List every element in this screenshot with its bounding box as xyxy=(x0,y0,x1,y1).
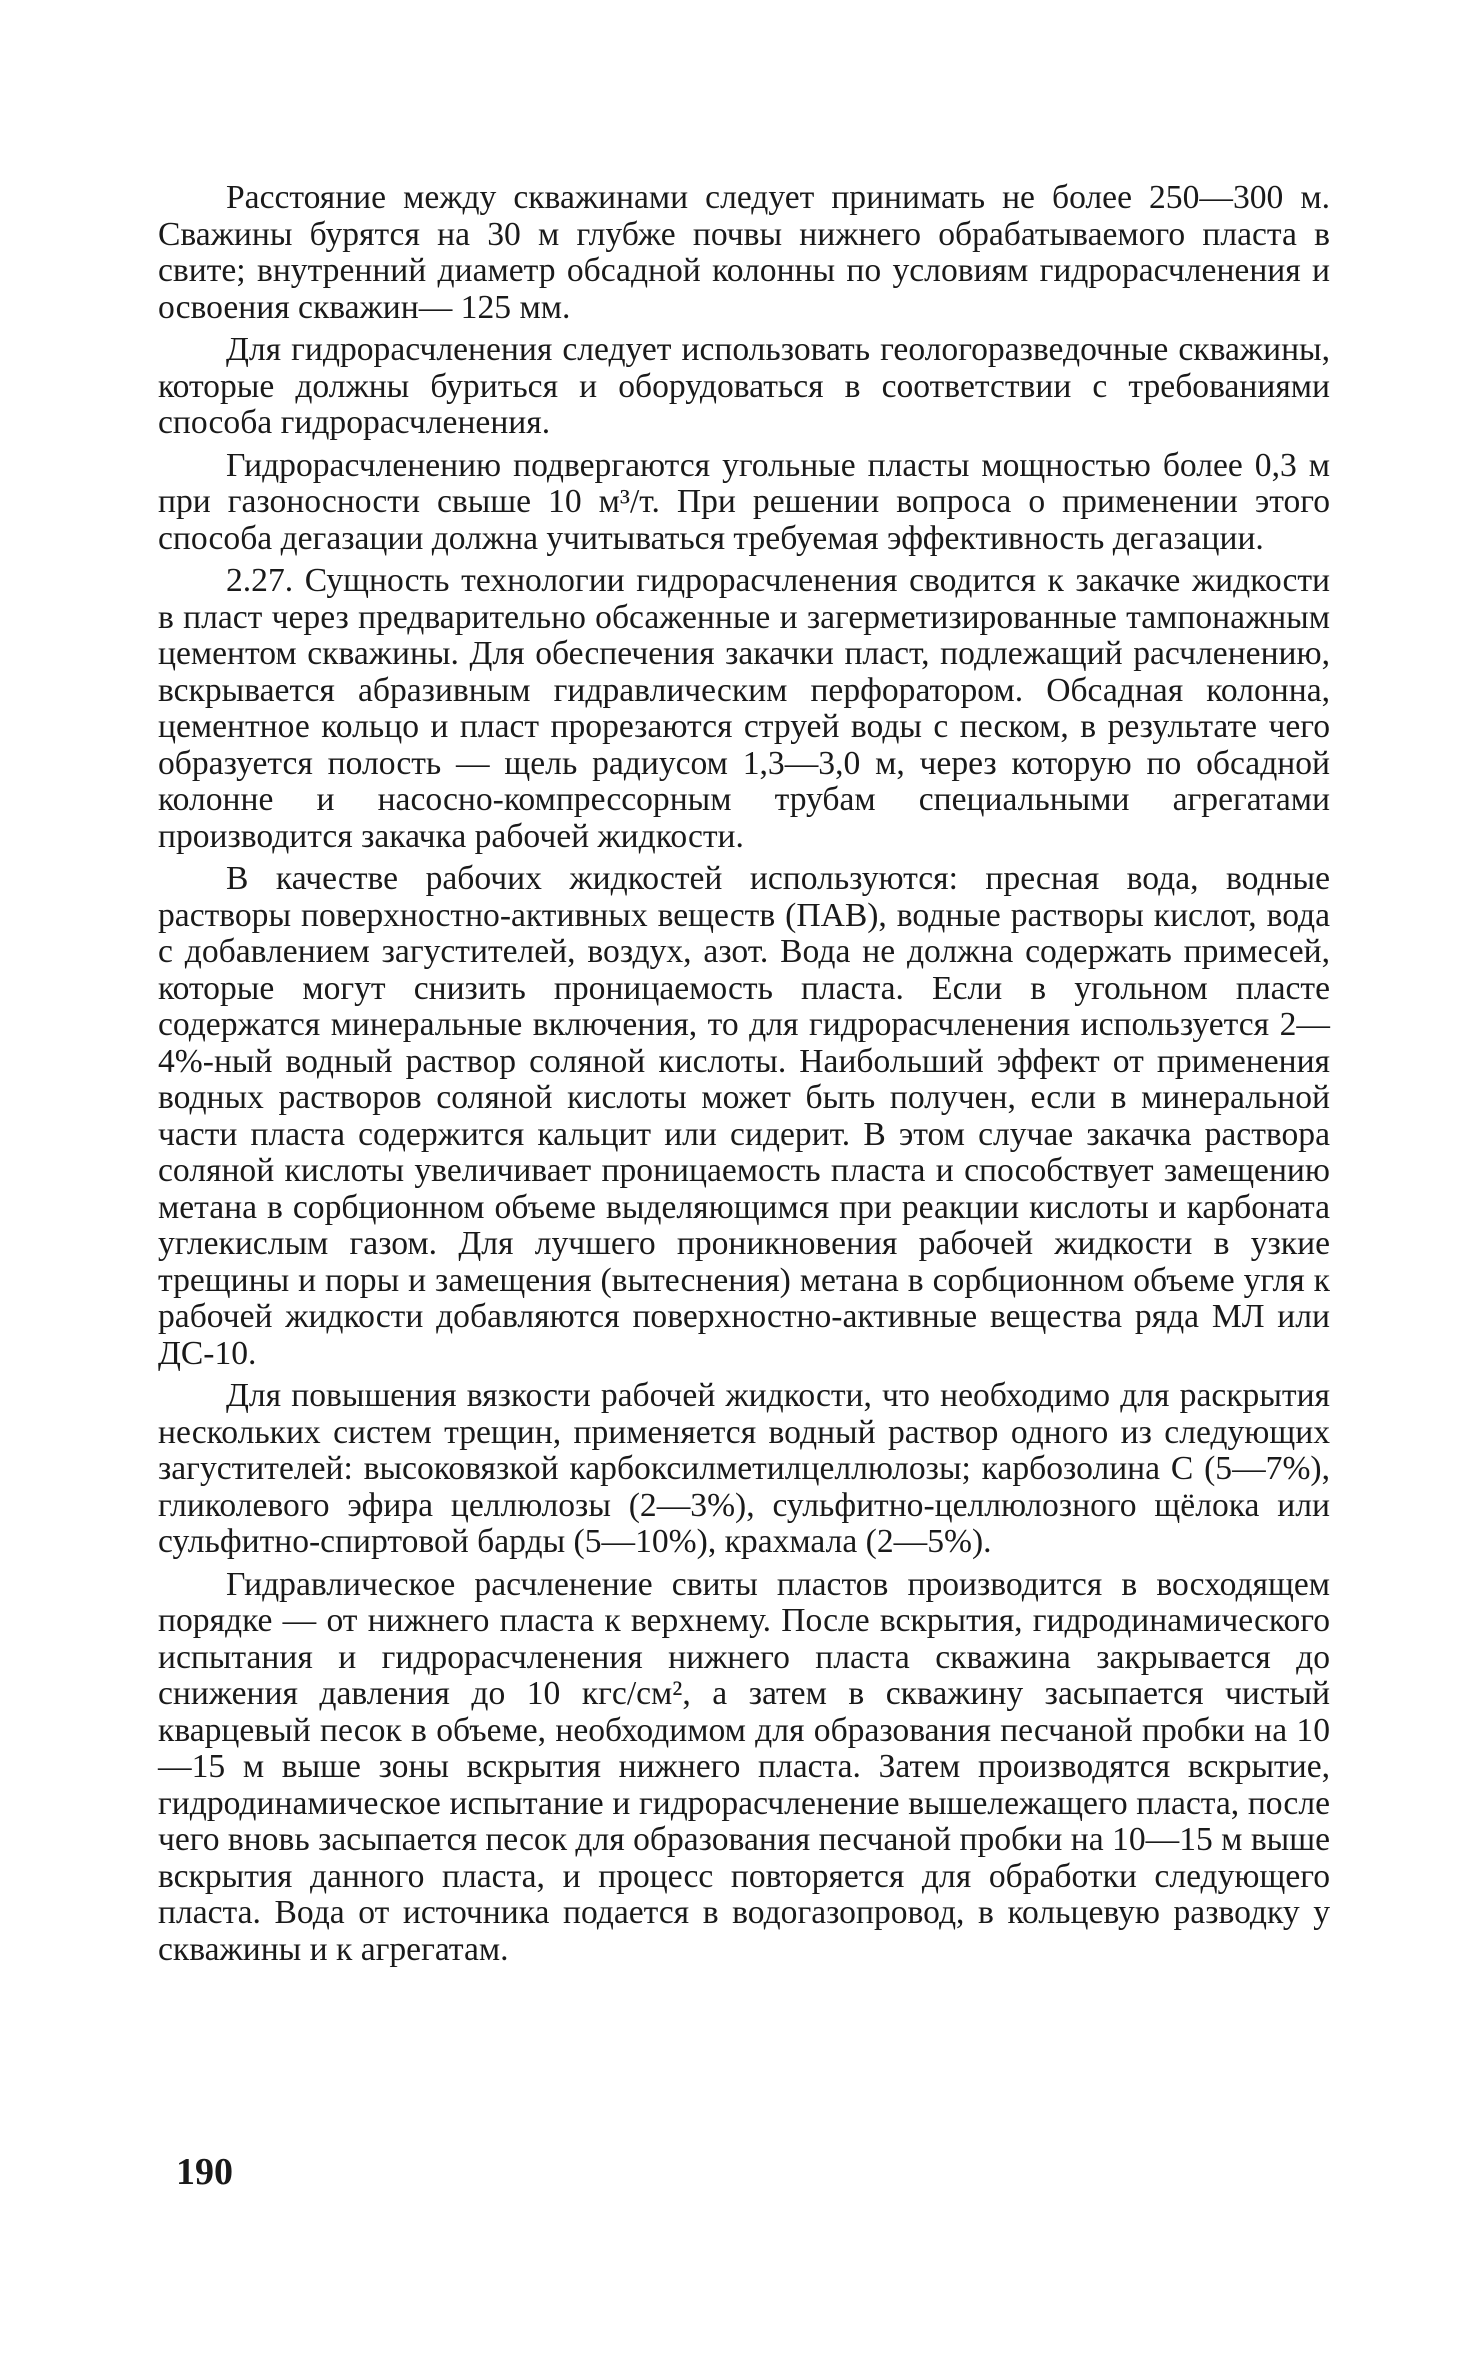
paragraph-viscosity-thickeners: Для повышения вязкости рабочей жидкости, что необходимо для раскрытия нескольких систем трещин, применяется водный раствор одного из следующих загустителей: высоковязкой карбоксилметилцеллюлозы; карбозолина С (5—7%), гликолевого эфира целлюлозы (2—3%), сульфитно-целлюлозного щёлока или сульфитно-спиртовой барды (5—10%), крахмала (2—5%). xyxy=(158,1377,1330,1560)
paragraph-seam-criteria: Гидрорасчленению подвергаются угольные пласты мощностью более 0,3 м при газоносности свыше 10 м³/т. При решении вопроса о применении этого способа дегазации должна учитываться требуемая эффективность дегазации. xyxy=(158,446,1330,557)
page-number: 190 xyxy=(176,2151,233,2193)
paragraph-well-spacing: Расстояние между скважинами следует принимать не более 250—300 м. Сважины бурятся на 30 м глубже почвы нижнего обрабатываемого пласта в свите; внутренний диаметр обсадной колонны по условиям гидрорасчленения и освоения скважин— 125 мм. xyxy=(158,179,1330,326)
paragraph-technology-essence: 2.27. Сущность технологии гидрорасчленения сводится к закачке жидкости в пласт через предварительно обсаженные и загерметизированные тампонажным цементом скважины. Для обеспечения закачки пласт, подлежащий расчленению, вскрывается абразивным гидравлическим перфоратором. Обсадная колонна, цементное кольцо и пласт прорезаются струей воды с песком, в результате чего образуется полость — щель радиусом 1,3—3,0 м, через которую по обсадной колонне и насосно-компрессорным трубам специальными агрегатами производится закачка рабочей жидкости. xyxy=(158,562,1330,855)
paragraph-exploration-wells: Для гидрорасчленения следует использовать геологоразведочные скважины, которые должны буриться и оборудоваться в соответствии с требованиями способа гидрорасчленения. xyxy=(158,331,1330,441)
paragraph-working-fluids: В качестве рабочих жидкостей используются: пресная вода, водные растворы поверхностно-активных веществ (ПАВ), водные растворы кислот, вода с добавлением загустителей, воздух, азот. Вода не должна содержать примесей, которые могут снизить проницаемость пласта. Если в угольном пласте содержатся минеральные включения, то для гидрорасчленения используется 2—4%-ный водный раствор соляной кислоты. Наибольший эффект от применения водных растворов соляной кислоты может быть получен, если в минеральной части пласта содержится кальцит или сидерит. В этом случае закачка раствора соляной кислоты увеличивает проницаемость пласта и способствует замещению метана в сорбционном объеме выделяющимся при реакции кислоты и карбоната углекислым газом. Для лучшего проникновения рабочей жидкости в узкие трещины и поры и замещения (вытеснения) метана в сорбционном объеме угля к рабочей жидкости добавляются поверхностно-активные вещества ряда МЛ или ДС-10. xyxy=(158,860,1330,1372)
page-body xyxy=(158,180,1330,1974)
paragraph-suite-fracturing: Гидравлическое расчленение свиты пластов производится в восходящем порядке — от нижнего пласта к верхнему. После вскрытия, гидродинамического испытания и гидрорасчленения нижнего пласта скважина закрывается до снижения давления до 10 кгс/см², а затем в скважину засыпается чистый кварцевый песок в объеме, необходимом для образования песчаной пробки на 10—15 м выше зоны вскрытия нижнего пласта. Затем производятся вскрытие, гидродинамическое испытание и гидрорасчленение вышележащего пласта, после чего вновь засыпается песок для образования песчаной пробки на 10—15 м выше вскрытия данного пласта, и процесс повторяется для обработки следующего пласта. Вода от источника подается в водогазопровод, в кольцевую разводку у скважины и к агрегатам. xyxy=(158,1565,1331,1968)
